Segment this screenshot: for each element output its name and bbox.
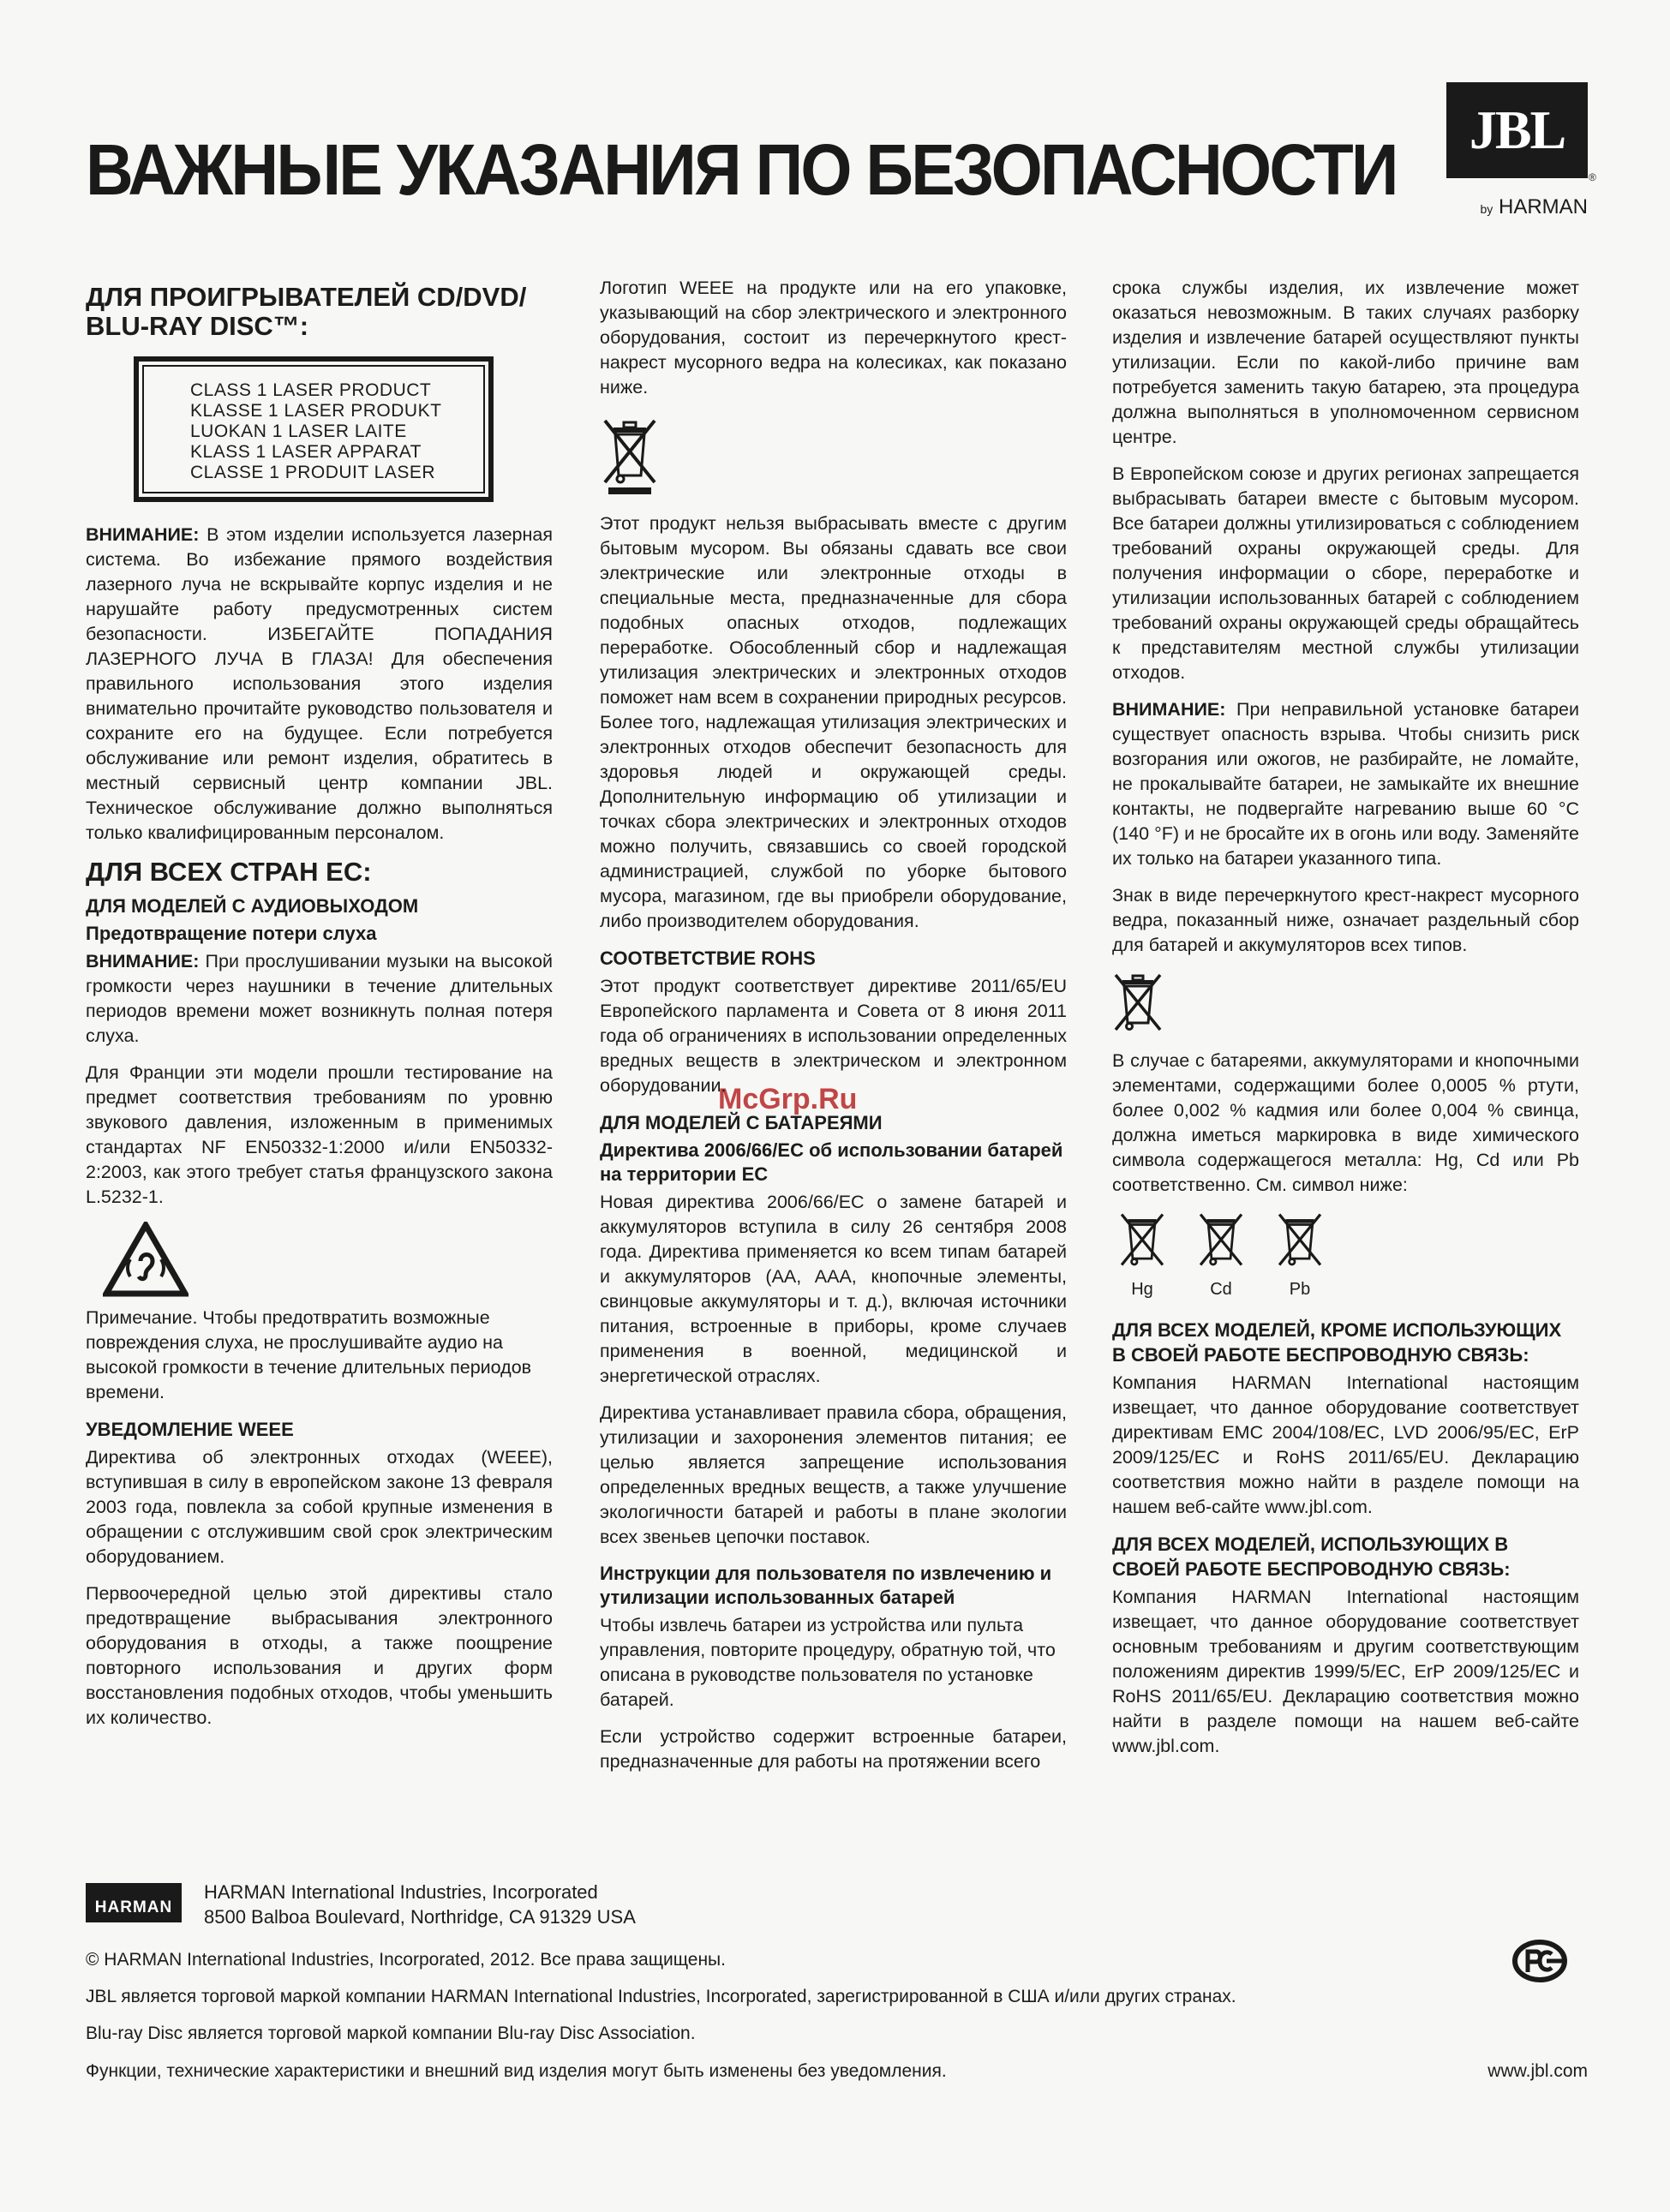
crossed-bin-icon [1118,1210,1166,1270]
column-1 [86,276,553,1743]
crossed-bin-icon [1112,970,1164,1035]
laser-line: CLASSE 1 PRODUIT LASER [190,463,436,482]
jbl-logo-block [1446,82,1596,228]
heading-eu: ДЛЯ ВСЕХ СТРАН ЕС: [86,857,372,887]
harman-footer-logo: HARMAN [86,1883,182,1922]
column-2 [600,276,1067,1786]
heading-hearing: Предотвращение потери слуха [86,923,377,944]
instructions-text-1: Чтобы извлечь батареи из устройства или пульта управления, повторите процедуру, обратную той, что описана в руководстве пользователя по установке батарей. [600,1615,1056,1710]
weee-dispose-text: Этот продукт нельзя выбрасывать вместе с другим бытовым мусором. Вы обязаны сдавать все свои электрические или электронные отходы в специальные места, предназначенные для сбора подобных опасных отходов, подлежащих переработке. Обособленный сбор и надлежащая утилизация электрических и электронных отходов поможет нам всем в сохранении природных ресурсов. Более того, надлежащая утилизация электрических и электронных отходов обеспечит безопасность для здоровья людей и окружающей среды. Дополнительную информацию об утилизации и точках сбора электрических и электронных отходов можно получить, связавшись со своей городской администрацией, службой по уборке бытового мусора, магазином, где вы приобрели оборудование, либо производителем оборудования. [600,513,1067,931]
crossed-bin-icon [1197,1210,1245,1270]
metal-symbol [1116,1210,1169,1302]
metal-label: Pb [1289,1280,1311,1299]
heading-audio-models: ДЛЯ МОДЕЛЕЙ С АУДИОВЫХОДОМ [86,895,419,917]
heading-weee: УВЕДОМЛЕНИЕ WEEE [86,1419,294,1440]
heading-cd-players: ДЛЯ ПРОИГРЫВАТЕЛЕЙ CD/DVD/ BLU-RAY DISC™: [86,282,527,341]
laser-line: KLASS 1 LASER APPARAT [190,442,422,462]
battery-continued-text: срока службы изделия, их извлечение может оказаться невозможным. В таких случаях разборку изделия и извлечение батарей осуществляют пункты утилизации. Если по какой-либо причине вам потребуется заменить такую батарею, эта процедура должна выполняться в уполномоченном сервисном центре. [1112,278,1579,447]
laser-line: CLASS 1 LASER PRODUCT [190,380,432,400]
website-link[interactable]: www.jbl.com [1487,2061,1588,2081]
metal-label: Hg [1131,1280,1153,1299]
metal-label: Cd [1210,1280,1232,1299]
directive-text-2: Директива устанавливает правила сбора, обращения, утилизации и захоронения элементов питания; ее целью является запрещение использования определенных вредных веществ, а также улучшение экологичности батарей и работы в плане экологии всех звеньев цепочки поставок. [600,1402,1067,1547]
column-3 [1112,276,1579,1771]
weee-logo-text: Логотип WEEE на продукте или на его упаковке, указывающий на сбор электрического и электронного оборудования, состоит из перечеркнутого крест-накрест мусорного ведра на колесиках, как показано ниже. [600,278,1067,398]
hearing-warning: ВНИМАНИЕ: При прослушивании музыки на высокой громкости через наушники в течение длительных периодов времени может возникнуть полная потеря слуха. [86,951,553,1046]
rohs-text: Этот продукт соответствует директиве 2011/65/EU Европейского парламента и Совета от 8 июня 2011 года об ограничениях в использовании определенных вредных веществ в электрическом и электронном оборудовании. [600,976,1067,1096]
laser-warning: ВНИМАНИЕ: В этом изделии используется лазерная система. Во избежание прямого воздействия лазерного луча не вскрывайте корпус изделия и не нарушайте работу предусмотренных систем безопасности. ИЗБЕГАЙТЕ ПОПАДАНИЯ ЛАЗЕРНОГО ЛУЧА В ГЛАЗА! Для обеспечения правильного использования этого изделия внимательно прочитайте руководство пользователя и сохраните его на будущее. Если потребуется обслуживание или ремонт изделия, обратитесь в местный сервисный центр компании JBL. Техническое обслуживание должно выполняться только квалифицированным персоналом. [86,524,553,843]
crossed-bin-icon [1276,1210,1324,1270]
company-name: HARMAN International Industries, Incorporated [204,1881,598,1903]
directive-text-1: Новая директива 2006/66/EC о замене батарей и аккумуляторов вступила в силу 26 сентября 2008 года. Директива применяется ко всем типам батарей и аккумуляторов (AA, AAA, кнопочные элементы, свинцовые аккумуляторы и т. д.), включая источники питания, встроенные в приборы, кроме случаев применения в военной, медицинской и энергетической отраслях. [600,1192,1067,1386]
france-text: Для Франции эти модели прошли тестирование на предмет соответствия требованиям по уровню звукового давления, изложенным в применимых стандартах NF EN50332-1:2000 и/или EN50332-2:2003, как этого требует статья французского закона L.5232-1. [86,1062,553,1207]
eu-battery-text: В Европейском союзе и других регионах запрещается выбрасывать батареи вместе с бытовым мусором. Все батареи должны утилизироваться с соблюдением требований охраны окружающей среды. Для получения информации о сборе, переработке и утилизации использованных батарей с соблюдением требований охраны окружающей среды обращайтесь к представителям местной службы утилизации отходов. [1112,463,1579,683]
copyright: © HARMAN International Industries, Incorporated, 2012. Все права защищены. [86,1950,726,1970]
jbl-logo: JBL [1446,82,1588,178]
footer-address [204,1880,636,1929]
laser-class-label [134,356,494,502]
trademark-bluray: Blu-ray Disc является торговой маркой компании Blu-ray Disc Association. [86,2024,696,2043]
weee-text-1: Директива об электронных отходах (WEEE), вступившая в силу в европейском законе 13 февраля 2003 года, повлекла за собой крупные изменения в обращении с отслужившим свой срок электрическим оборудованием. [86,1447,553,1567]
heading-rohs: СООТВЕТСТВИЕ ROHS [600,948,816,969]
registered-mark: ® [1589,171,1596,183]
weee-text-2: Первоочередной целью этой директивы стало предотвращение выбрасывания электронного оборудования в отходы, а также поощрение повторного использования и других форм восстановления подобных отходов, чтобы уменьшить их количество. [86,1583,553,1728]
hearing-warning-icon [103,1222,189,1297]
metal-symbols [1116,1210,1579,1302]
metals-text: В случае с батареями, аккумуляторами и кнопочными элементами, содержащими более 0,0005 % ртути, более 0,002 % кадмия или более 0,004 % свинца, должна иметься маркировка в виде химического символа содержащегося металла: Hg, Cd или Pb соответственно. См. символ ниже: [1112,1050,1579,1195]
non-wireless-text: Компания HARMAN International настоящим извещает, что данное оборудование соответствует директивам EMC 2004/108/EC, LVD 2006/95/EC, ErP 2009/125/EC и RoHS 2011/65/EU. Декларацию соответствия можно найти в разделе помощи на нашем веб-сайте www.jbl.com. [1112,1372,1579,1517]
watermark: McGrp.Ru [718,1083,858,1115]
heading-battery-models: ДЛЯ МОДЕЛЕЙ С БАТАРЕЯМИ [600,1112,883,1133]
battery-warning: ВНИМАНИЕ: При неправильной установке батареи существует опасность взрыва. Чтобы снизить риск возгорания или ожогов, не разбирайте, не ломайте, не прокалывайте батареи, не замыкайте их внешние контакты, не подвергайте нагреванию выше 60 °C (140 °F) и не бросайте их в огонь или воду. Заменяйте их только на батареи указанного типа. [1112,699,1580,869]
by-harman-label: by HARMAN [1480,195,1588,218]
crossed-bin-icon [600,412,660,498]
change-notice: Функции, технические характеристики и внешний вид изделия могут быть изменены без уведомления. [86,2061,947,2081]
hearing-note: Примечание. Чтобы предотвратить возможные повреждения слуха, не прослушивайте аудио на высокой громкости в течение длительных периодов времени. [86,1307,532,1402]
pct-certification-icon [1512,1940,1567,1982]
heading-instructions: Инструкции для пользователя по извлечению и утилизации использованных батарей [600,1563,1052,1608]
wireless-text: Компания HARMAN International настоящим извещает, что данное оборудование соответствует основным требованиям и другим соответствующим положениям директив 1999/5/EC, ErP 2009/125/EC и RoHS 2011/65/EU. Декларацию соответствия можно найти в разделе помощи на нашем веб-сайте www.jbl.com. [1112,1587,1579,1756]
metal-symbol [1194,1210,1248,1302]
laser-line: LUOKAN 1 LASER LAITE [190,421,407,441]
laser-line: KLASSE 1 LASER PRODUKT [190,401,442,421]
instructions-text-2: Если устройство содержит встроенные батареи, предназначенные для работы на протяжении всего [600,1726,1067,1772]
heading-wireless: ДЛЯ ВСЕХ МОДЕЛЕЙ, ИСПОЛЬЗУЮЩИХ В СВОЕЙ РАБОТЕ БЕСПРОВОДНУЮ СВЯЗЬ: [1112,1533,1511,1580]
trademark-jbl: JBL является торговой маркой компании HARMAN International Industries, Incorporated, зарегистрированной в США и/или других странах. [86,1987,1236,2006]
heading-directive: Директива 2006/66/EC об использовании батарей на территории ЕС [600,1139,1063,1185]
bin-sign-text: Знак в виде перечеркнутого крест-накрест мусорного ведра, показанный ниже, означает раздельный сбор для батарей и аккумуляторов всех типов. [1112,885,1579,955]
company-address: 8500 Balboa Boulevard, Northridge, CA 91329 USA [204,1906,636,1928]
metal-symbol [1273,1210,1326,1302]
heading-non-wireless: ДЛЯ ВСЕХ МОДЕЛЕЙ, КРОМЕ ИСПОЛЬЗУЮЩИХ В СВОЕЙ РАБОТЕ БЕСПРОВОДНУЮ СВЯЗЬ: [1112,1319,1562,1366]
page-title: ВАЖНЫЕ УКАЗАНИЯ ПО БЕЗОПАСНОСТИ [86,129,1397,210]
